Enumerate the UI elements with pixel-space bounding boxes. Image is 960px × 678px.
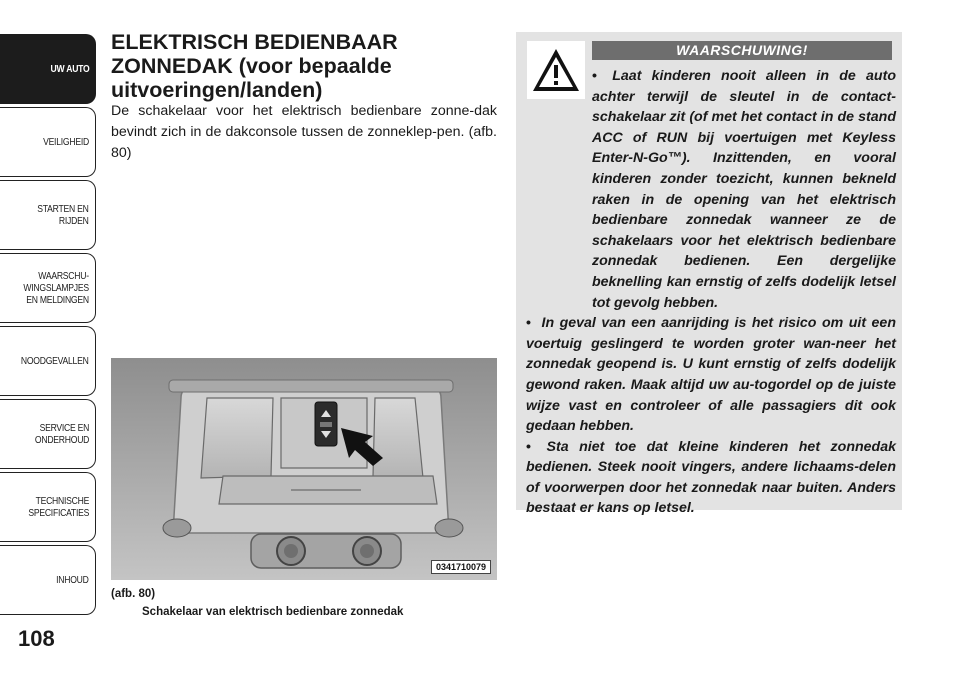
warning-box [516,32,902,517]
tab-starten-en-rijden[interactable]: STARTEN EN RIJDEN [0,180,96,250]
warning-bullet-2: • In geval van een aanrijding is het risico om uit een voertuig geslingerd te worden groter wan-neer het zonnedak geopend is. U kunt ernstig of zelfs dodelijk gewond raken. Maak altijd uw au-togordel op de juiste wijze vast en controleer of alle passagiers dit ook gedaan hebben. [526,315,896,435]
figure-caption: Schakelaar van elektrisch bedienbare zonnedak [142,606,404,618]
figure-label: (afb. 80) [111,588,156,600]
page-number: 108 [18,626,55,651]
tab-technische-specificaties[interactable]: TECHNISCHE SPECIFICATIES [0,472,96,542]
tab-inhoud[interactable]: INHOUD [0,545,96,615]
section-body: De schakelaar voor het elektrisch bedienbare zonne-dak bevindt zich in de dakconsole tussen de zonneklep-pen. (afb. 80) [111,103,497,161]
tab-service-en-onderhoud[interactable]: SERVICE EN ONDERHOUD [0,399,96,469]
overhead-console-photo [111,358,497,580]
tab-noodgevallen[interactable]: NOODGEVALLEN [0,326,96,396]
section-heading: ELEKTRISCH BEDIENBAAR ZONNEDAK (voor bepaalde uitvoeringen/landen) [111,30,398,102]
warning-text [526,66,896,519]
tab-waarschuwingslampjes[interactable]: WAARSCHU- WINGSLAMPJES EN MELDINGEN [0,253,96,323]
warning-title: WAARSCHUWING! [592,41,892,60]
figure-code: 0341710079 [431,560,491,574]
figure-overhead-console [111,358,497,580]
chapter-tabs [0,0,100,620]
warning-bullet-3: • Sta niet toe dat kleine kinderen het zonnedak bedienen. Steek nooit vingers, andere lichaams-delen of voorwerpen door het zonnedak naar buiten. Anders bestaat er kans op letsel. [526,438,896,517]
tab-uw-auto[interactable]: UW AUTO [0,34,96,104]
tab-veiligheid[interactable]: VEILIGHEID [0,107,96,177]
warning-bullet-1: • Laat kinderen nooit alleen in de auto achter terwijl de sleutel in de contact-schakelaar zit (of met het contact in de stand ACC of RUN bij voertuigen met Keyless Enter-N-Go™). Inzittenden, en vooral kinderen zonder toezicht, kunnen bekneld raken in de opening van het elektrisch bedienbare zonnedak wanneer ze de schakelaars voor het elektrisch bedienbare zonnedak bedienen. Een dergelijke beknelling kan ernstig of zelfs dodelijk letsel tot gevolg hebben. [592,68,896,311]
